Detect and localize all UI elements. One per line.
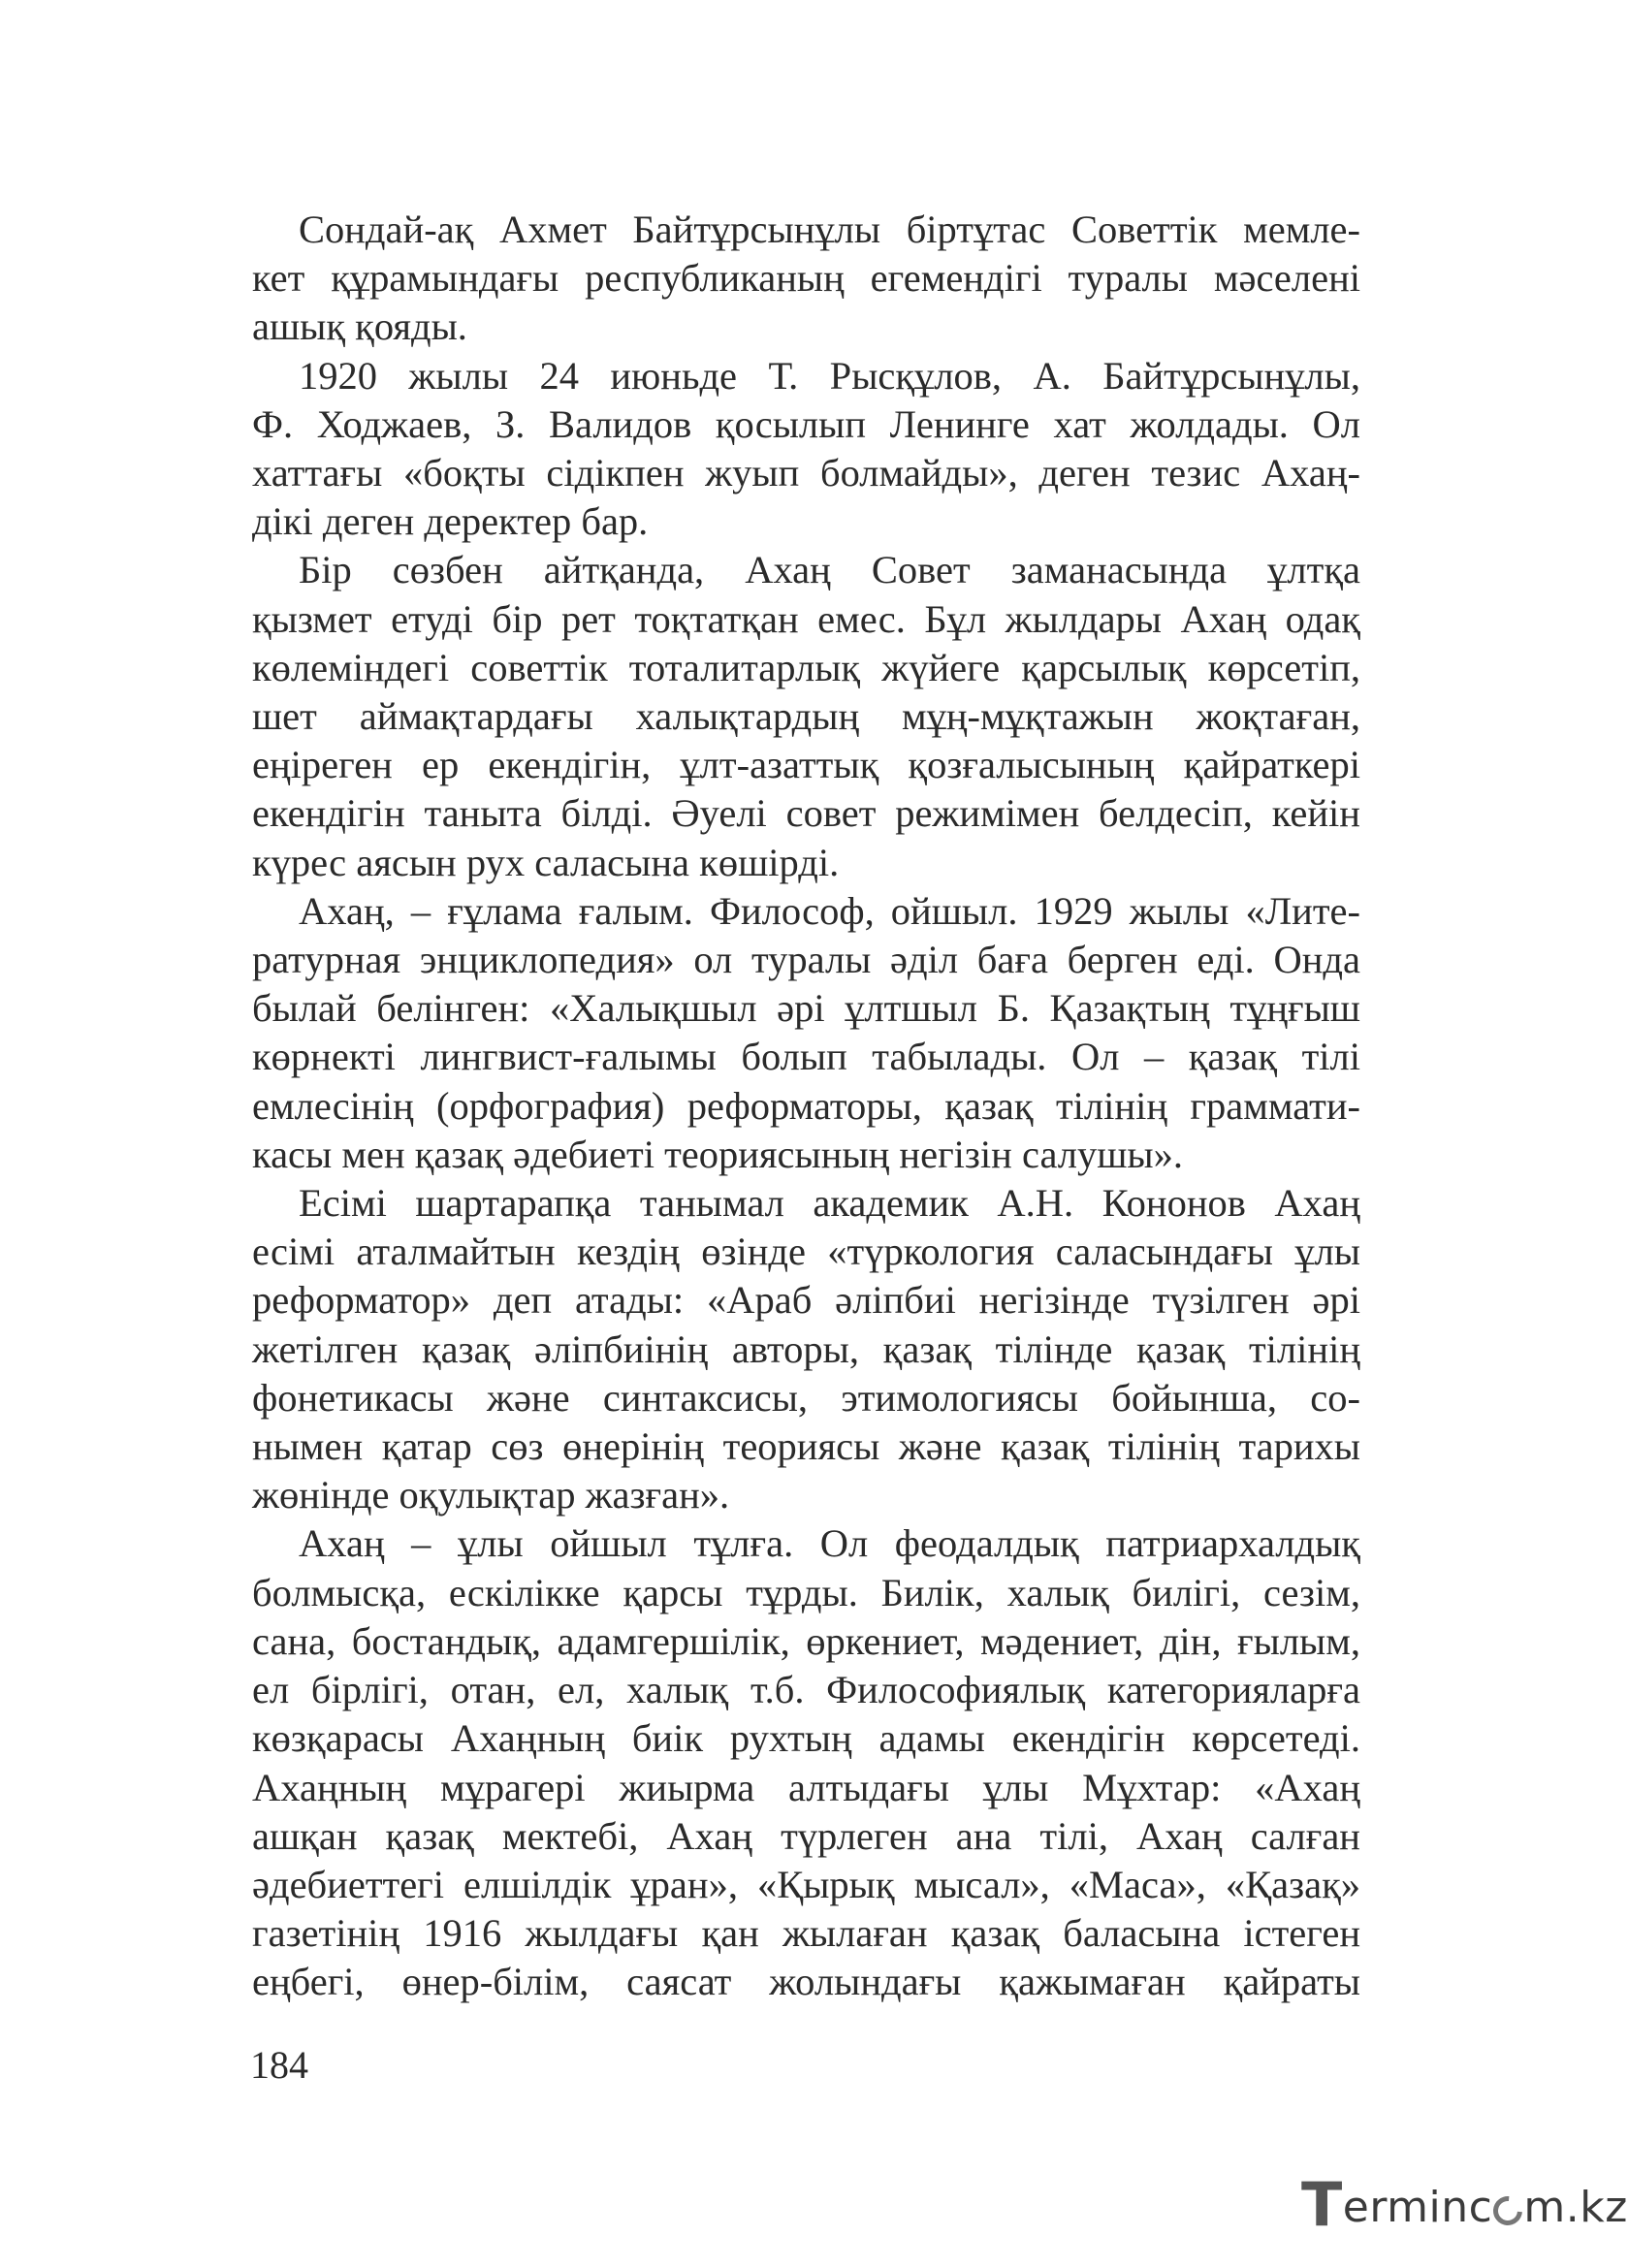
watermark-letter-t: T (1301, 2169, 1343, 2240)
text-line: Бір сөзбен айтқанда, Ахаң Совет заманасында ұлтқа (299, 548, 1360, 592)
text-line: қызмет етуді бір рет тоқтатқан емес. Бұл жылдары Ахаң одақ (252, 596, 1360, 641)
text-line: екендігін таныта білді. Әуелі совет режимімен белдесіп, кейін (252, 791, 1360, 836)
text-line: көрнекті лингвист-ғалымы болып табылады. Ол – қазақ тілі (252, 1035, 1360, 1079)
text-line: былай белінген: «Халықшыл әрі ұлтшыл Б. Қазақтың тұңғыш (252, 986, 1360, 1031)
text-line: ашқан қазақ мектебі, Ахаң түрлеген ана тілі, Ахаң салған (252, 1813, 1360, 1858)
text-line: 1920 жылы 24 июньде Т. Рысқұлов, А. Байтұрсынұлы, (299, 353, 1360, 398)
text-line: көлеміндегі советтік тоталитарлық жүйеге қарсылық көрсетіп, (252, 645, 1360, 689)
paragraph (252, 1519, 1360, 2006)
paragraph (252, 1179, 1360, 1519)
text-line: Сондай-ақ Ахмет Байтұрсынұлы біртұтас Советтік мемле- (299, 208, 1360, 251)
text-line: есімі аталмайтын кездің өзінде «түркология саласындағы ұлы (252, 1230, 1360, 1274)
paragraph (252, 206, 1360, 352)
text-line: жөнінде оқулықтар жазған». (252, 1473, 730, 1517)
watermark-text-part-b: m.kz (1523, 2183, 1628, 2232)
text-line: касы мен қазақ әдебиеті теориясының негізін салушы». (252, 1132, 1184, 1176)
text-line: еңіреген ер екендігін, ұлт-азаттық қозғалысының қайраткері (252, 743, 1360, 787)
text-line: күрес аясын рух саласына көшірді. (252, 840, 840, 884)
text-line: Ахаң – ұлы ойшыл тұлға. Ол феодалдық патриархалдық (299, 1521, 1360, 1566)
text-line: болмысқа, ескілікке қарсы тұрды. Билік, халық билігі, сезім, (252, 1570, 1360, 1614)
text-line: емлесінің (орфография) реформаторы, қазақ тілінің граммати- (252, 1083, 1360, 1128)
text-line: нымен қатар сөз өнерінің теориясы және қазақ тілінің тарихы (252, 1424, 1360, 1469)
text-line: ратурная энциклопедия» ол туралы әділ баға берген еді. Онда (252, 938, 1360, 982)
page-number: 184 (250, 2043, 308, 2087)
text-line: ел бірлігі, отан, ел, халық т.б. Философиялық категорияларға (252, 1668, 1360, 1712)
watermark-logo (1301, 2169, 1628, 2240)
body-text (252, 206, 1360, 2007)
watermark-text-part-a: erminc (1342, 2183, 1493, 2232)
text-line: еңбегі, өнер-білім, саясат жолындағы қажымаған қайраты (252, 1960, 1360, 2004)
paragraph (252, 546, 1360, 886)
text-line: әдебиеттегі елшілдік ұран», «Қырық мысал», «Маса», «Қазақ» (252, 1862, 1360, 1906)
text-line: ашық қояды. (252, 304, 467, 349)
text-line: кет құрамындағы республиканың егемендігі туралы мәселені (252, 256, 1360, 301)
text-line: газетінің 1916 жылдағы қан жылаған қазақ баласына істеген (252, 1911, 1360, 1956)
text-line: көзқарасы Ахаңның биік рухтың адамы екендігін көрсетеді. (252, 1716, 1360, 1761)
text-line: Ахаңның мұрагері жиырма алтыдағы ұлы Мұхтар: «Ахаң (252, 1765, 1360, 1809)
text-line: дікі деген деректер бар. (252, 499, 649, 544)
text-line: шет аймақтардағы халықтардың мұң-мұқтажын жоқтаған, (252, 694, 1360, 739)
paragraph (252, 352, 1360, 547)
paragraph (252, 887, 1360, 1179)
text-line: фонетикасы және синтаксисы, этимологиясы бойынша, со- (252, 1375, 1360, 1420)
text-line: жетілген қазақ әліпбиінің авторы, қазақ тілінде қазақ тілінің (252, 1326, 1360, 1371)
text-line: Ахаң, – ғұлама ғалым. Философ, ойшыл. 1929 жылы «Лите- (299, 888, 1360, 933)
text-line: реформатор» деп атады: «Араб әліпбиі негізінде түзілген әрі (252, 1278, 1360, 1323)
text-line: сана, бостандық, адамгершілік, өркениет, мәдениет, дін, ғылым, (252, 1618, 1360, 1663)
text-line: Ф. Ходжаев, З. Валидов қосылып Ленинге хат жолдады. Ол (252, 401, 1360, 446)
text-line: хаттағы «боқты сідікпен жуып болмайды», деген тезис Ахаң- (252, 451, 1360, 495)
text-line: Есімі шартарапқа танымал академик А.Н. Кононов Ахаң (299, 1181, 1360, 1226)
